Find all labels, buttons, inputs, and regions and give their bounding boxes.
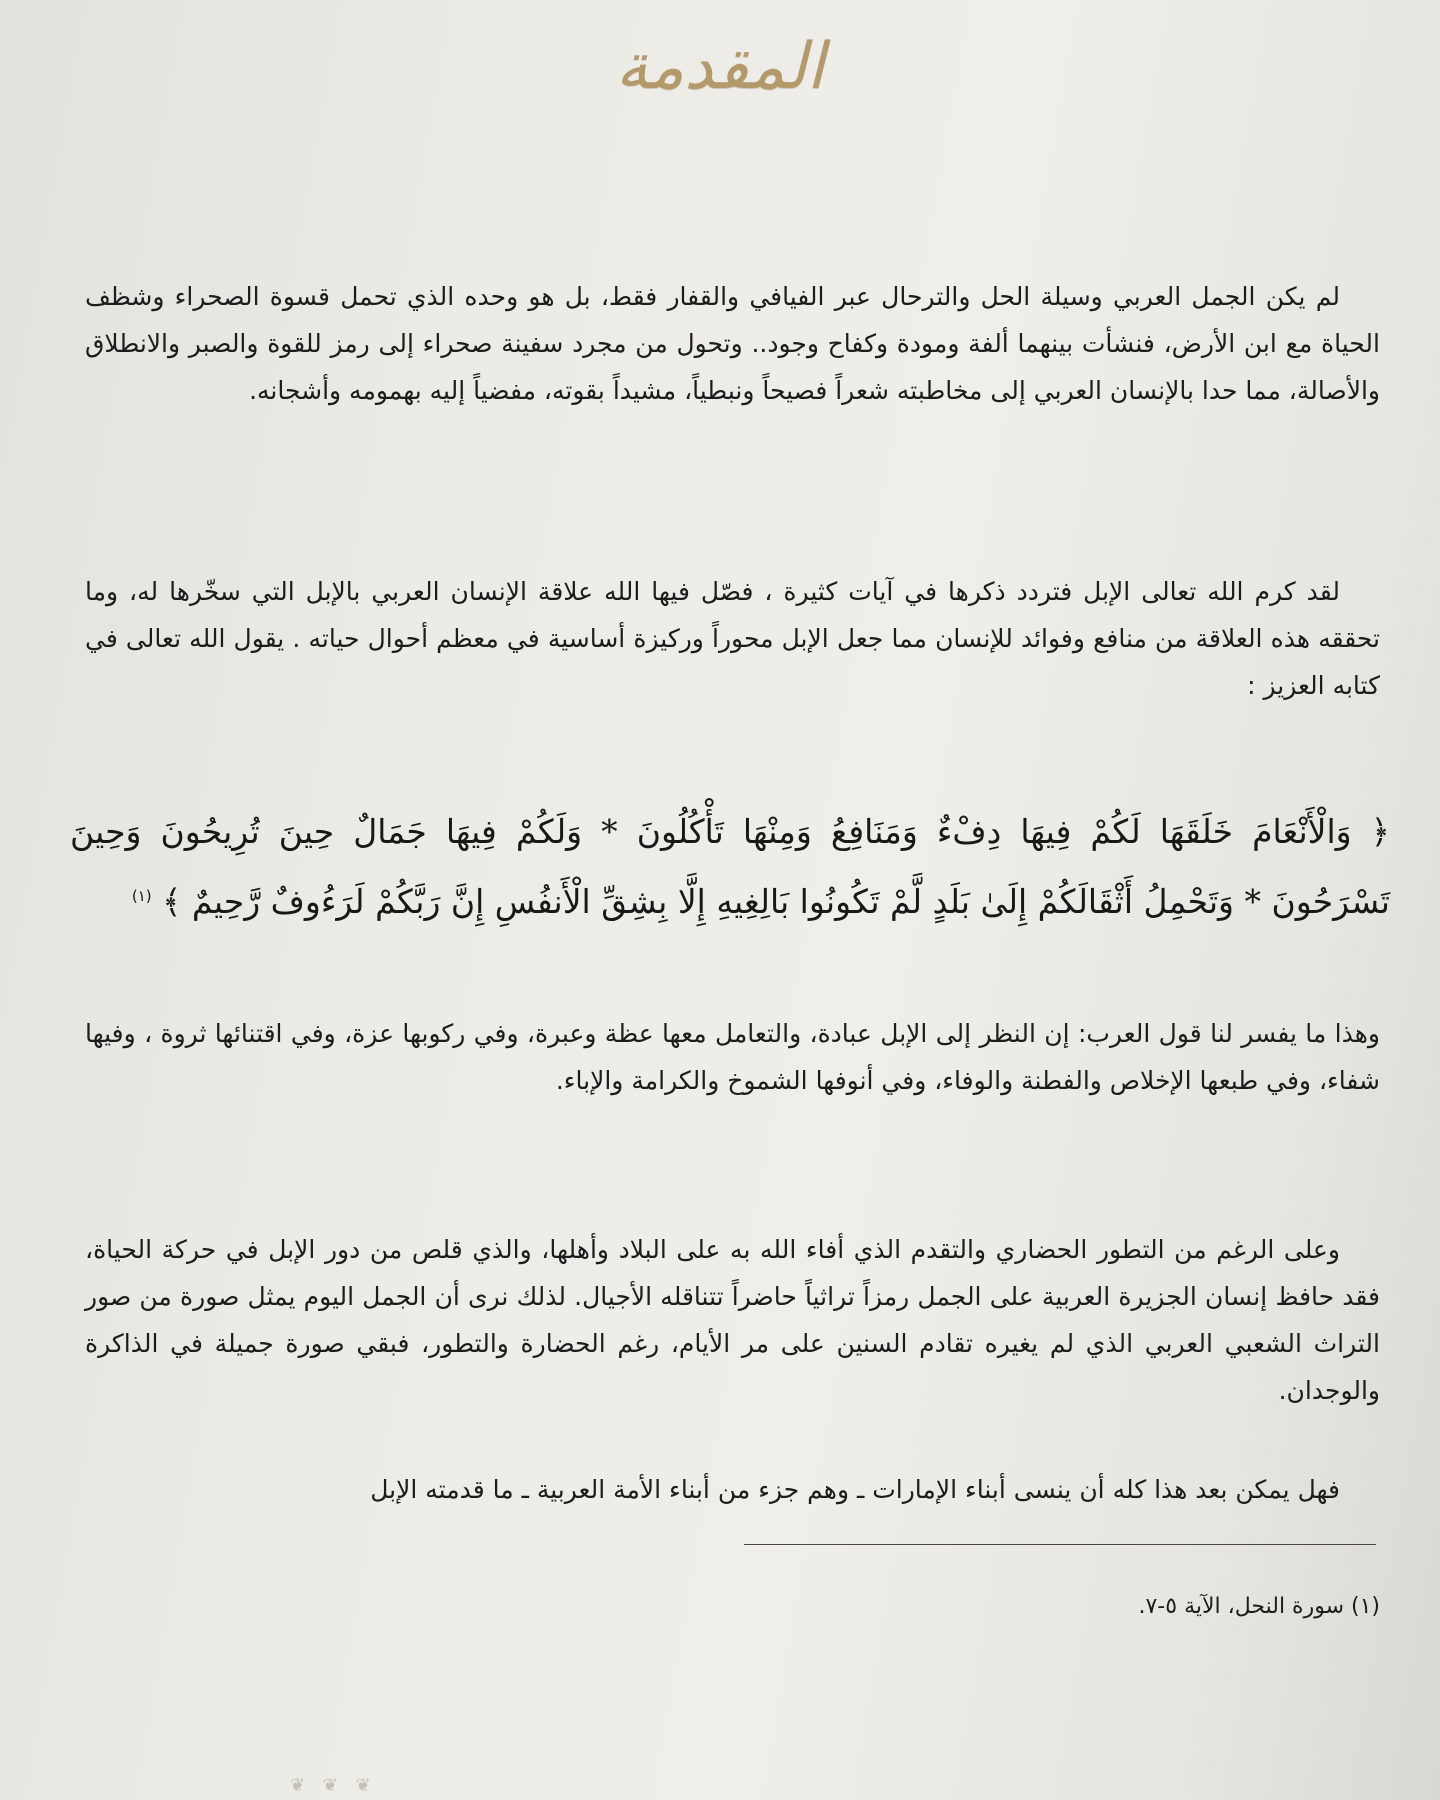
- paragraph-camel-history: لم يكن الجمل العربي وسيلة الحل والترحال عبر الفيافي والقفار فقط، بل هو وحده الذي تحمل قسوة الصحراء وشظف الحياة مع ابن الأرض، فنشأت بينهما ألفة ومودة وكفاح وجود.. وتحول من مجرد سفينة صحراء إلى رمز للقوة والصبر والانطلاق والأصالة، مما حدا بالإنسان العربي إلى مخاطبته شعراً فصيحاً ونبطياً، مشيداً بقوته، مفضياً إليه بهمومه وأشجانه.: [85, 282, 1380, 405]
- page-title: المقدمة: [615, 30, 825, 104]
- paragraph-heritage: وعلى الرغم من التطور الحضاري والتقدم الذي أفاء الله به على البلاد وأهلها، والذي قلص من دور الإبل في حركة الحياة، فقد حافظ إنسان الجزيرة العربية على الجمل رمزاً تراثياً حاضراً تتناقله الأجيال. لذلك نرى أن الجمل اليوم يمثل صورة من صور التراث الشعبي العربي الذي لم يغيره تقادم السنين على مر الأيام، رغم الحضارة والتطور، فبقي صورة جميلة في الذاكرة والوجدان.: [85, 1235, 1380, 1405]
- footnote: (١) سورة النحل، الآية ٥-٧.: [1138, 1594, 1380, 1619]
- quran-verse: [70, 800, 1390, 934]
- footnote-divider: [744, 1544, 1376, 1545]
- ornament-icon: ❦ ❦ ❦: [290, 1775, 377, 1796]
- paragraph-emirates: فهل يمكن بعد هذا كله أن ينسى أبناء الإمارات ـ وهم جزء من أبناء الأمة العربية ـ ما قدمته الإبل: [370, 1475, 1340, 1504]
- footnote-reference: (١): [131, 887, 152, 905]
- quran-verse-text: ﴿ وَالْأَنْعَامَ خَلَقَهَا لَكُمْ فِيهَا دِفْءٌ وَمَنَافِعُ وَمِنْهَا تَأْكُلُونَ * وَلَكُمْ فِيهَا جَمَالٌ حِينَ تُرِيحُونَ وَحِينَ تَسْرَحُونَ * وَتَحْمِلُ أَثْقَالَكُمْ إِلَىٰ بَلَدٍ لَّمْ تَكُونُوا بَالِغِيهِ إِلَّا بِشِقِّ الْأَنفُسِ إِنَّ رَبَّكُمْ لَرَءُوفٌ رَّحِيمٌ ﴾: [70, 812, 1390, 921]
- paragraph-quran-mention: لقد كرم الله تعالى الإبل فتردد ذكرها في آيات كثيرة ، فصّل فيها الله علاقة الإنسان العربي بالإبل التي سخّرها له، وما تحققه هذه العلاقة من منافع وفوائد للإنسان مما جعل الإبل محوراً وركيزة أساسية في معظم أحوال حياته . يقول الله تعالى في كتابه العزيز :: [85, 577, 1380, 700]
- paragraph-arab-saying: وهذا ما يفسر لنا قول العرب: إن النظر إلى الإبل عبادة، والتعامل معها عظة وعبرة، وفي ركوبها عزة، وفي اقتنائها ثروة ، وفيها شفاء، وفي طبعها الإخلاص والفطنة والوفاء، وفي أنوفها الشموخ والكرامة والإباء.: [85, 1019, 1380, 1095]
